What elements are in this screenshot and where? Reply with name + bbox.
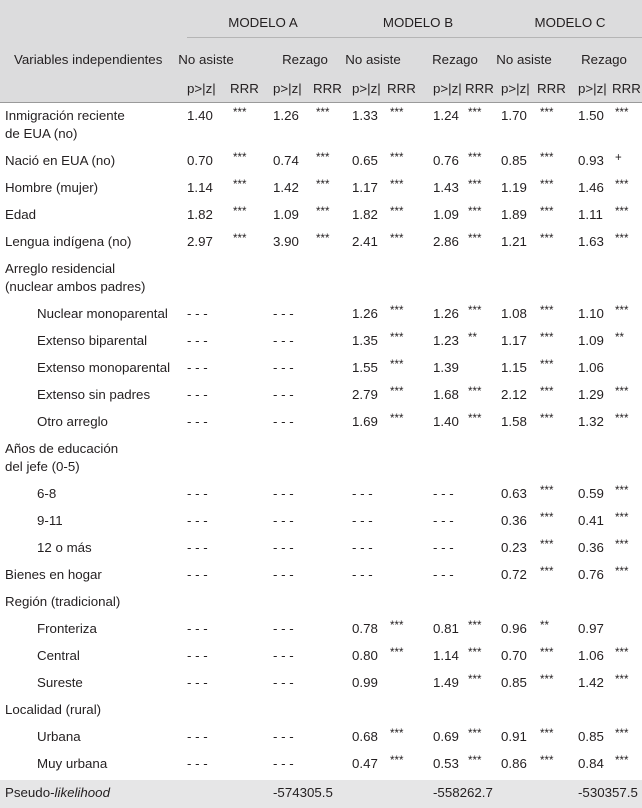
significance-stars: *** [540,332,554,344]
sub-header: RRR [230,81,259,96]
significance-stars: *** [615,179,629,191]
group-header: No asiste [178,52,234,67]
significance-stars: *** [390,152,404,164]
significance-stars: *** [390,413,404,425]
rrr-value: 1.89 [501,207,527,222]
significance-stars: *** [468,152,482,164]
significance-stars: *** [540,512,554,524]
variables-header: Variables independientes [14,52,163,67]
rrr-value: 1.14 [187,180,213,195]
rrr-value: 1.42 [273,180,299,195]
rrr-value: - - - [273,540,294,555]
significance-stars: *** [390,179,404,191]
rrr-value: - - - [273,360,294,375]
header-rule-bottom [0,102,642,103]
rrr-value: 0.85 [501,153,527,168]
rrr-value: - - - [352,513,373,528]
rrr-value: 1.06 [578,360,604,375]
rrr-value: 2.12 [501,387,527,402]
rrr-value: 1.08 [501,306,527,321]
significance-stars: *** [540,305,554,317]
significance-stars: *** [615,386,629,398]
significance-stars: *** [468,206,482,218]
rrr-value: 1.39 [433,360,459,375]
rrr-value: 1.10 [578,306,604,321]
group-header: Rezago [432,52,478,67]
rrr-value: 0.78 [352,621,378,636]
rrr-value: 1.09 [578,333,604,348]
rrr-value: - - - [273,648,294,663]
rrr-value: 1.43 [433,180,459,195]
rrr-value: - - - [273,621,294,636]
rrr-value: 1.46 [578,180,604,195]
significance-stars: *** [540,728,554,740]
rrr-value: 0.96 [501,621,527,636]
row-label: 6-8 [37,486,57,501]
rrr-value: - - - [433,540,454,555]
rrr-value: 0.70 [187,153,213,168]
rrr-value: 3.90 [273,234,299,249]
row-label: Años de educación [5,441,119,456]
significance-stars: *** [233,107,247,119]
significance-stars: *** [615,647,629,659]
rrr-value: 1.55 [352,360,378,375]
row-label: Nació en EUA (no) [5,153,116,168]
rrr-value: 2.86 [433,234,459,249]
rrr-value: 1.49 [433,675,459,690]
significance-stars: *** [390,620,404,632]
pseudo-likelihood-value: -530357.5 [578,785,638,800]
significance-stars: *** [233,206,247,218]
significance-stars: *** [390,647,404,659]
rrr-value: 0.69 [433,729,459,744]
rrr-value: 1.35 [352,333,378,348]
significance-stars: *** [615,206,629,218]
row-label: 12 o más [37,540,92,555]
sub-header: RRR [612,81,641,96]
rrr-value: - - - [187,486,208,501]
significance-stars: *** [233,179,247,191]
significance-stars: *** [316,152,330,164]
significance-stars: *** [390,305,404,317]
rrr-value: - - - [187,333,208,348]
rrr-value: 1.17 [352,180,378,195]
row-label: Inmigración reciente [5,108,125,123]
rrr-value: 0.91 [501,729,527,744]
significance-stars: *** [468,233,482,245]
significance-stars: *** [615,107,629,119]
row-label: Extenso monoparental [37,360,171,375]
rrr-value: 2.41 [352,234,378,249]
pseudo-likelihood-label [5,784,110,801]
rrr-value: - - - [187,540,208,555]
significance-stars: *** [316,233,330,245]
rrr-value: 0.72 [501,567,527,582]
rrr-value: 1.50 [578,108,604,123]
significance-stars: *** [540,359,554,371]
rrr-value: - - - [187,360,208,375]
rrr-value: 1.33 [352,108,378,123]
rrr-value: - - - [273,333,294,348]
rrr-value: - - - [187,567,208,582]
row-label: (nuclear ambos padres) [5,279,146,294]
rrr-value: 1.15 [501,360,527,375]
rrr-value: - - - [273,414,294,429]
significance-stars: *** [390,107,404,119]
rrr-value: - - - [433,486,454,501]
significance-stars: *** [615,566,629,578]
rrr-value: 0.63 [501,486,527,501]
rrr-value: - - - [433,567,454,582]
rrr-value: 1.82 [352,207,378,222]
significance-stars: *** [468,107,482,119]
significance-stars: *** [540,539,554,551]
rrr-value: 1.29 [578,387,604,402]
model-header: MODELO B [382,15,454,30]
significance-stars: *** [468,620,482,632]
group-header: No asiste [345,52,401,67]
significance-stars: *** [615,539,629,551]
significance-stars: *** [615,485,629,497]
significance-stars: *** [468,674,482,686]
rrr-value: - - - [273,306,294,321]
significance-stars: *** [540,674,554,686]
significance-stars: *** [468,728,482,740]
rrr-value: 0.86 [501,756,527,771]
rrr-value: 1.69 [352,414,378,429]
significance-stars: *** [615,413,629,425]
significance-stars: *** [540,152,554,164]
rrr-value: 0.93 [578,153,604,168]
rrr-value: 0.84 [578,756,604,771]
sub-header: RRR [387,81,416,96]
significance-stars: *** [615,728,629,740]
significance-stars: *** [468,755,482,767]
row-label: Edad [5,207,37,222]
significance-stars: + [615,152,622,164]
rrr-value: - - - [273,756,294,771]
significance-stars: *** [468,413,482,425]
row-label: Otro arreglo [37,414,108,429]
rrr-value: 1.32 [578,414,604,429]
rrr-value: 1.40 [433,414,459,429]
significance-stars: *** [615,512,629,524]
sub-header: p>|z| [273,81,302,96]
significance-stars: *** [468,305,482,317]
row-label: Hombre (mujer) [5,180,99,195]
sub-header: p>|z| [578,81,607,96]
rrr-value: 1.42 [578,675,604,690]
rrr-value: - - - [352,567,373,582]
significance-stars: *** [540,755,554,767]
row-label: Extenso biparental [37,333,148,348]
sub-header: RRR [465,81,494,96]
sub-header: p>|z| [187,81,216,96]
rrr-value: 1.23 [433,333,459,348]
rrr-value: 1.68 [433,387,459,402]
rrr-value: 1.11 [578,207,603,222]
rrr-value: 0.81 [433,621,459,636]
significance-stars: *** [540,206,554,218]
rrr-value: - - - [273,486,294,501]
rrr-value: 0.76 [578,567,604,582]
rrr-value: 1.17 [501,333,527,348]
row-label: Nuclear monoparental [37,306,168,321]
rrr-value: 0.74 [273,153,299,168]
rrr-value: - - - [187,513,208,528]
rrr-value: - - - [187,675,208,690]
rrr-value: 1.06 [578,648,604,663]
significance-stars: *** [540,107,554,119]
rrr-value: - - - [352,486,373,501]
rrr-value: 0.53 [433,756,459,771]
rrr-value: 0.23 [501,540,527,555]
row-label: Extenso sin padres [37,387,151,402]
rrr-value: 1.21 [501,234,527,249]
rrr-value: - - - [187,306,208,321]
significance-stars: *** [390,755,404,767]
rrr-value: - - - [273,675,294,690]
rrr-value: 1.24 [433,108,459,123]
rrr-value: - - - [187,387,208,402]
sub-header: p>|z| [433,81,462,96]
rrr-value: - - - [273,513,294,528]
significance-stars: *** [316,206,330,218]
significance-stars: *** [540,566,554,578]
sub-header: p>|z| [352,81,381,96]
significance-stars: *** [540,485,554,497]
rrr-value: - - - [433,513,454,528]
significance-stars: *** [540,233,554,245]
rrr-value: 0.68 [352,729,378,744]
pseudo-likelihood-prefix: Pseudo- [5,785,55,800]
model-header: MODELO A [228,15,298,30]
rrr-value: 0.76 [433,153,459,168]
rrr-value: - - - [187,414,208,429]
row-label: Central [37,648,80,663]
header-rule-models [187,37,642,38]
pseudo-likelihood-italic: likelihood [54,785,110,800]
rrr-value: 1.26 [352,306,378,321]
rrr-value: 1.58 [501,414,527,429]
significance-stars: *** [316,107,330,119]
pseudo-likelihood-value: -558262.7 [433,785,493,800]
row-label: Región (tradicional) [5,594,121,609]
rrr-value: 1.19 [501,180,527,195]
sub-header: RRR [537,81,566,96]
rrr-value: 0.85 [578,729,604,744]
rrr-value: - - - [273,729,294,744]
significance-stars: *** [390,728,404,740]
rrr-value: 0.85 [501,675,527,690]
rrr-value: 0.99 [352,675,378,690]
group-header: Rezago [282,52,328,67]
group-header: Rezago [581,52,627,67]
significance-stars: *** [540,179,554,191]
sub-header: p>|z| [501,81,530,96]
row-label: Muy urbana [37,756,108,771]
significance-stars: *** [540,386,554,398]
sub-header: RRR [313,81,342,96]
significance-stars: *** [540,413,554,425]
rrr-value: 0.80 [352,648,378,663]
row-label: Bienes en hogar [5,567,102,582]
row-label: 9-11 [37,513,63,528]
rrr-value: 1.26 [273,108,299,123]
rrr-value: 1.63 [578,234,604,249]
row-label: Sureste [37,675,83,690]
pseudo-likelihood-value: -574305.5 [273,785,333,800]
rrr-value: 0.59 [578,486,604,501]
row-label: del jefe (0-5) [5,459,80,474]
significance-stars: *** [468,386,482,398]
rrr-value: 1.82 [187,207,213,222]
significance-stars: *** [316,179,330,191]
rrr-value: - - - [187,756,208,771]
significance-stars: *** [390,332,404,344]
rrr-value: - - - [187,648,208,663]
significance-stars: ** [468,332,477,344]
rrr-value: 0.41 [578,513,604,528]
rrr-value: 1.40 [187,108,213,123]
significance-stars: *** [390,359,404,371]
row-label: Localidad (rural) [5,702,102,717]
group-header: No asiste [496,52,552,67]
rrr-value: - - - [273,567,294,582]
rrr-value: 1.14 [433,648,459,663]
significance-stars: *** [615,305,629,317]
significance-stars: *** [615,755,629,767]
rrr-value: 0.97 [578,621,604,636]
rrr-value: 0.36 [501,513,527,528]
rrr-value: 1.09 [433,207,459,222]
significance-stars: *** [233,152,247,164]
rrr-value: 1.09 [273,207,299,222]
row-label: de EUA (no) [5,126,78,141]
rrr-value: 0.47 [352,756,378,771]
significance-stars: *** [390,206,404,218]
row-label: Fronteriza [37,621,97,636]
significance-stars: ** [540,620,549,632]
rrr-value: - - - [352,540,373,555]
rrr-value: 1.70 [501,108,527,123]
significance-stars: ** [615,332,624,344]
rrr-value: 0.36 [578,540,604,555]
rrr-value: 0.65 [352,153,378,168]
significance-stars: *** [468,647,482,659]
rrr-value: - - - [187,729,208,744]
significance-stars: *** [540,647,554,659]
model-header: MODELO C [534,15,606,30]
significance-stars: *** [468,179,482,191]
rrr-value: 0.70 [501,648,527,663]
significance-stars: *** [390,233,404,245]
rrr-value: 1.26 [433,306,459,321]
rrr-value: - - - [273,387,294,402]
row-label: Lengua indígena (no) [5,234,132,249]
significance-stars: *** [615,233,629,245]
significance-stars: *** [615,674,629,686]
rrr-value: - - - [187,621,208,636]
rrr-value: 2.97 [187,234,213,249]
significance-stars: *** [233,233,247,245]
row-label: Urbana [37,729,81,744]
rrr-value: 2.79 [352,387,378,402]
row-label: Arreglo residencial [5,261,116,276]
significance-stars: *** [390,386,404,398]
